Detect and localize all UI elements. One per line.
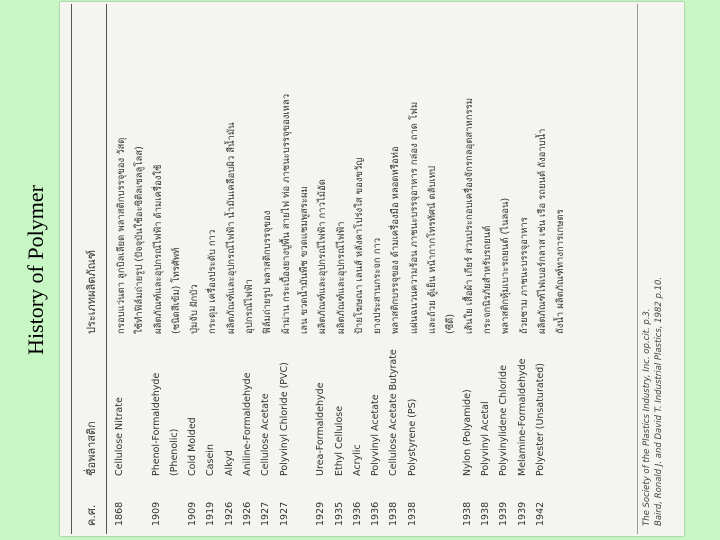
row-year: 1868 <box>114 501 125 526</box>
table-row <box>514 4 532 534</box>
row-plastic-name: Aniline-Formaldehyde <box>242 372 254 476</box>
row-year: 1926 <box>242 501 254 526</box>
row-product-type: พลาสติกบรรจุของ ด้ามเครื่องมือ หลอดหรือท่อ <box>390 146 402 334</box>
row-product-type: เส้นใย เสื้อผ้า เกียร์ ส่วนประกอบเครื่องจักรกลอุตสาหกรรม <box>463 97 475 334</box>
row-year: 1929 <box>315 501 327 526</box>
header-plastic-name: ชื่อพลาสติก <box>85 421 98 476</box>
row-plastic-name: Ethyl Cellulose <box>333 405 345 476</box>
row-plastic-name: Polyvinyl Acetate <box>370 394 382 476</box>
rotated-page <box>63 4 681 534</box>
footnote <box>637 4 665 534</box>
table-row <box>532 4 550 534</box>
row-year: 1936 <box>370 501 382 526</box>
row-product-type: ผลิตภัณฑ์ไฟเบอร์กลาส เช่น เรือ รถยนต์ ถังอาบน้ำ <box>536 128 548 334</box>
table-row <box>422 4 440 534</box>
row-plastic-name: Urea-Formaldehyde <box>315 382 327 476</box>
row-year: 1936 <box>351 501 363 526</box>
table-row <box>148 4 166 534</box>
row-product-type: ยางประสานกระจก กาว <box>372 237 384 334</box>
row-plastic-name: Nylon (Polyamide) <box>461 389 473 476</box>
row-product-type: ถังน้ำ ผลิตภัณฑ์ทางการเกษตร <box>555 209 567 334</box>
row-year: 1909 <box>187 501 199 526</box>
row-product-type: ผลิตภัณฑ์และอุปกรณ์ไฟฟ้า น้ำมันเคลือบผิว สีน้ำมัน <box>225 122 237 334</box>
row-year: 1926 <box>223 501 235 526</box>
row-product-type: พลาสติกหุ้มเบาะรถยนต์ (ไนลอน) <box>500 197 512 334</box>
row-year: 1939 <box>498 501 510 526</box>
row-plastic-name: Cellulose Acetate Butyrate <box>388 349 400 476</box>
row-product-type: (ชนิดสีเข้ม) โทรศัพท์ <box>170 247 182 334</box>
row-plastic-name: Polyvinylidene Chloride <box>498 365 510 476</box>
table-row <box>202 4 220 534</box>
table-row <box>276 4 294 534</box>
table-row <box>550 4 568 534</box>
table-row <box>331 4 349 534</box>
table-row <box>111 4 129 534</box>
row-year: 1927 <box>278 501 290 526</box>
table-row <box>440 4 458 534</box>
header-product-type: ประเภทผลิตภัณฑ์ <box>85 250 98 334</box>
row-plastic-name: Acrylic <box>351 444 363 476</box>
row-product-type: ปุ่มจับ ฝักบัว <box>189 284 201 334</box>
table-row <box>495 4 513 534</box>
table-header <box>71 4 107 534</box>
row-year: 1935 <box>333 501 345 526</box>
row-year: 1938 <box>461 501 473 526</box>
row-plastic-name: Polyester (Unsaturated) <box>534 363 546 476</box>
scanned-table-image <box>60 2 684 536</box>
row-year: 1909 <box>150 501 162 526</box>
row-year: 1939 <box>516 501 528 526</box>
header-year: ค.ศ. <box>85 504 98 526</box>
row-plastic-name: Cellulose Acetate <box>260 393 272 476</box>
row-plastic-name: Alkyd <box>223 450 235 476</box>
row-product-type: ผลิตภัณฑ์และอุปกรณ์ไฟฟ้า <box>335 221 347 334</box>
row-plastic-name: Cold Molded <box>187 417 199 476</box>
table-row <box>349 4 367 534</box>
row-product-type: ถ้วยชาม ภาชนะบรรจุอาหาร <box>518 217 530 334</box>
row-product-type: กระจกนิรภัยสำหรับรถยนต์ <box>481 225 493 334</box>
table-row <box>477 4 495 534</box>
row-year: 1938 <box>388 501 400 526</box>
row-product-type: แผ่นฉนวนความร้อน ภาชนะบรรจุอาหาร กล่อง ถาด โฟม <box>408 101 420 334</box>
row-product-type: ผลิตภัณฑ์และอุปกรณ์ไฟฟ้า ด้ามเครื่องใช้ <box>152 164 164 334</box>
row-plastic-name: Melamine-Formaldehyde <box>516 358 528 476</box>
row-plastic-name: Cellulose Nitrate <box>114 397 125 476</box>
row-product-type: เลน ขวดน้ำมันพืช ขวดแชมพูสระผม <box>298 186 310 334</box>
row-year: 1942 <box>534 501 546 526</box>
slide-title: History of Polymer <box>23 185 48 355</box>
table-row <box>459 4 477 534</box>
table-row <box>184 4 202 534</box>
row-product-type: ป้ายโฆษณา เลนส์ หลังคาโปร่งใส ของขวัญ <box>353 157 365 334</box>
table-body <box>111 4 568 534</box>
row-product-type: และถ้วย ตู้เย็น หน้ากากโทรทัศน์ ตลับเทป <box>427 166 439 334</box>
row-year: 1938 <box>479 501 491 526</box>
row-product-type: กรอบแว่นตา ลูกบิลเลียด พลาสติกบรรจุของ วัสดุ <box>116 137 127 334</box>
row-plastic-name: Phenol-Formaldehyde <box>150 372 162 476</box>
footnote-line-2: Baird, Ronald J. and David T. Industrial Plastics, 1982 p.10. <box>654 276 664 526</box>
row-product-type: ผลิตภัณฑ์และอุปกรณ์ไฟฟ้า กาวไม้อัด <box>317 179 329 334</box>
table-row <box>239 4 257 534</box>
table-row <box>385 4 403 534</box>
row-plastic-name: (Phenolic) <box>168 428 180 476</box>
table-row <box>404 4 422 534</box>
footnote-line-1: The Society of the Plastics Industry, Inc. op.cit. p.3. <box>642 308 652 526</box>
row-plastic-name: Polystyrene (PS) <box>406 398 418 476</box>
row-plastic-name: Polyvinyl Acetal <box>479 401 491 476</box>
row-year: 1927 <box>260 501 272 526</box>
table-row <box>166 4 184 534</box>
row-plastic-name: Polyvinyl Chloride (PVC) <box>278 362 290 476</box>
row-product-type: อุปกรณ์ไฟฟ้า <box>244 279 256 334</box>
row-year: 1919 <box>205 501 217 526</box>
table-row <box>129 4 147 534</box>
row-product-type: ฟิล์มถ่ายรูป พลาสติกบรรจุของ <box>262 210 274 334</box>
table-row <box>294 4 312 534</box>
row-product-type: กระดุม เครื่องประดับ กาว <box>207 229 219 334</box>
table-row <box>312 4 330 534</box>
row-plastic-name: Casein <box>205 444 217 476</box>
table-row <box>367 4 385 534</box>
table-row <box>221 4 239 534</box>
row-year: 1938 <box>406 501 418 526</box>
table-row <box>257 4 275 534</box>
row-product-type: ผ้าม่าน กระเบื้องยางปูพื้น สายไฟ ท่อ ภาชนะบรรจุของเหลว <box>280 93 292 334</box>
row-product-type: (ซีดี) <box>445 313 457 334</box>
row-product-type: ใช้ทำฟิล์มถ่ายรูป (ปัจจุบันใช้อะซิติลเซลลูโลส) <box>134 146 146 334</box>
